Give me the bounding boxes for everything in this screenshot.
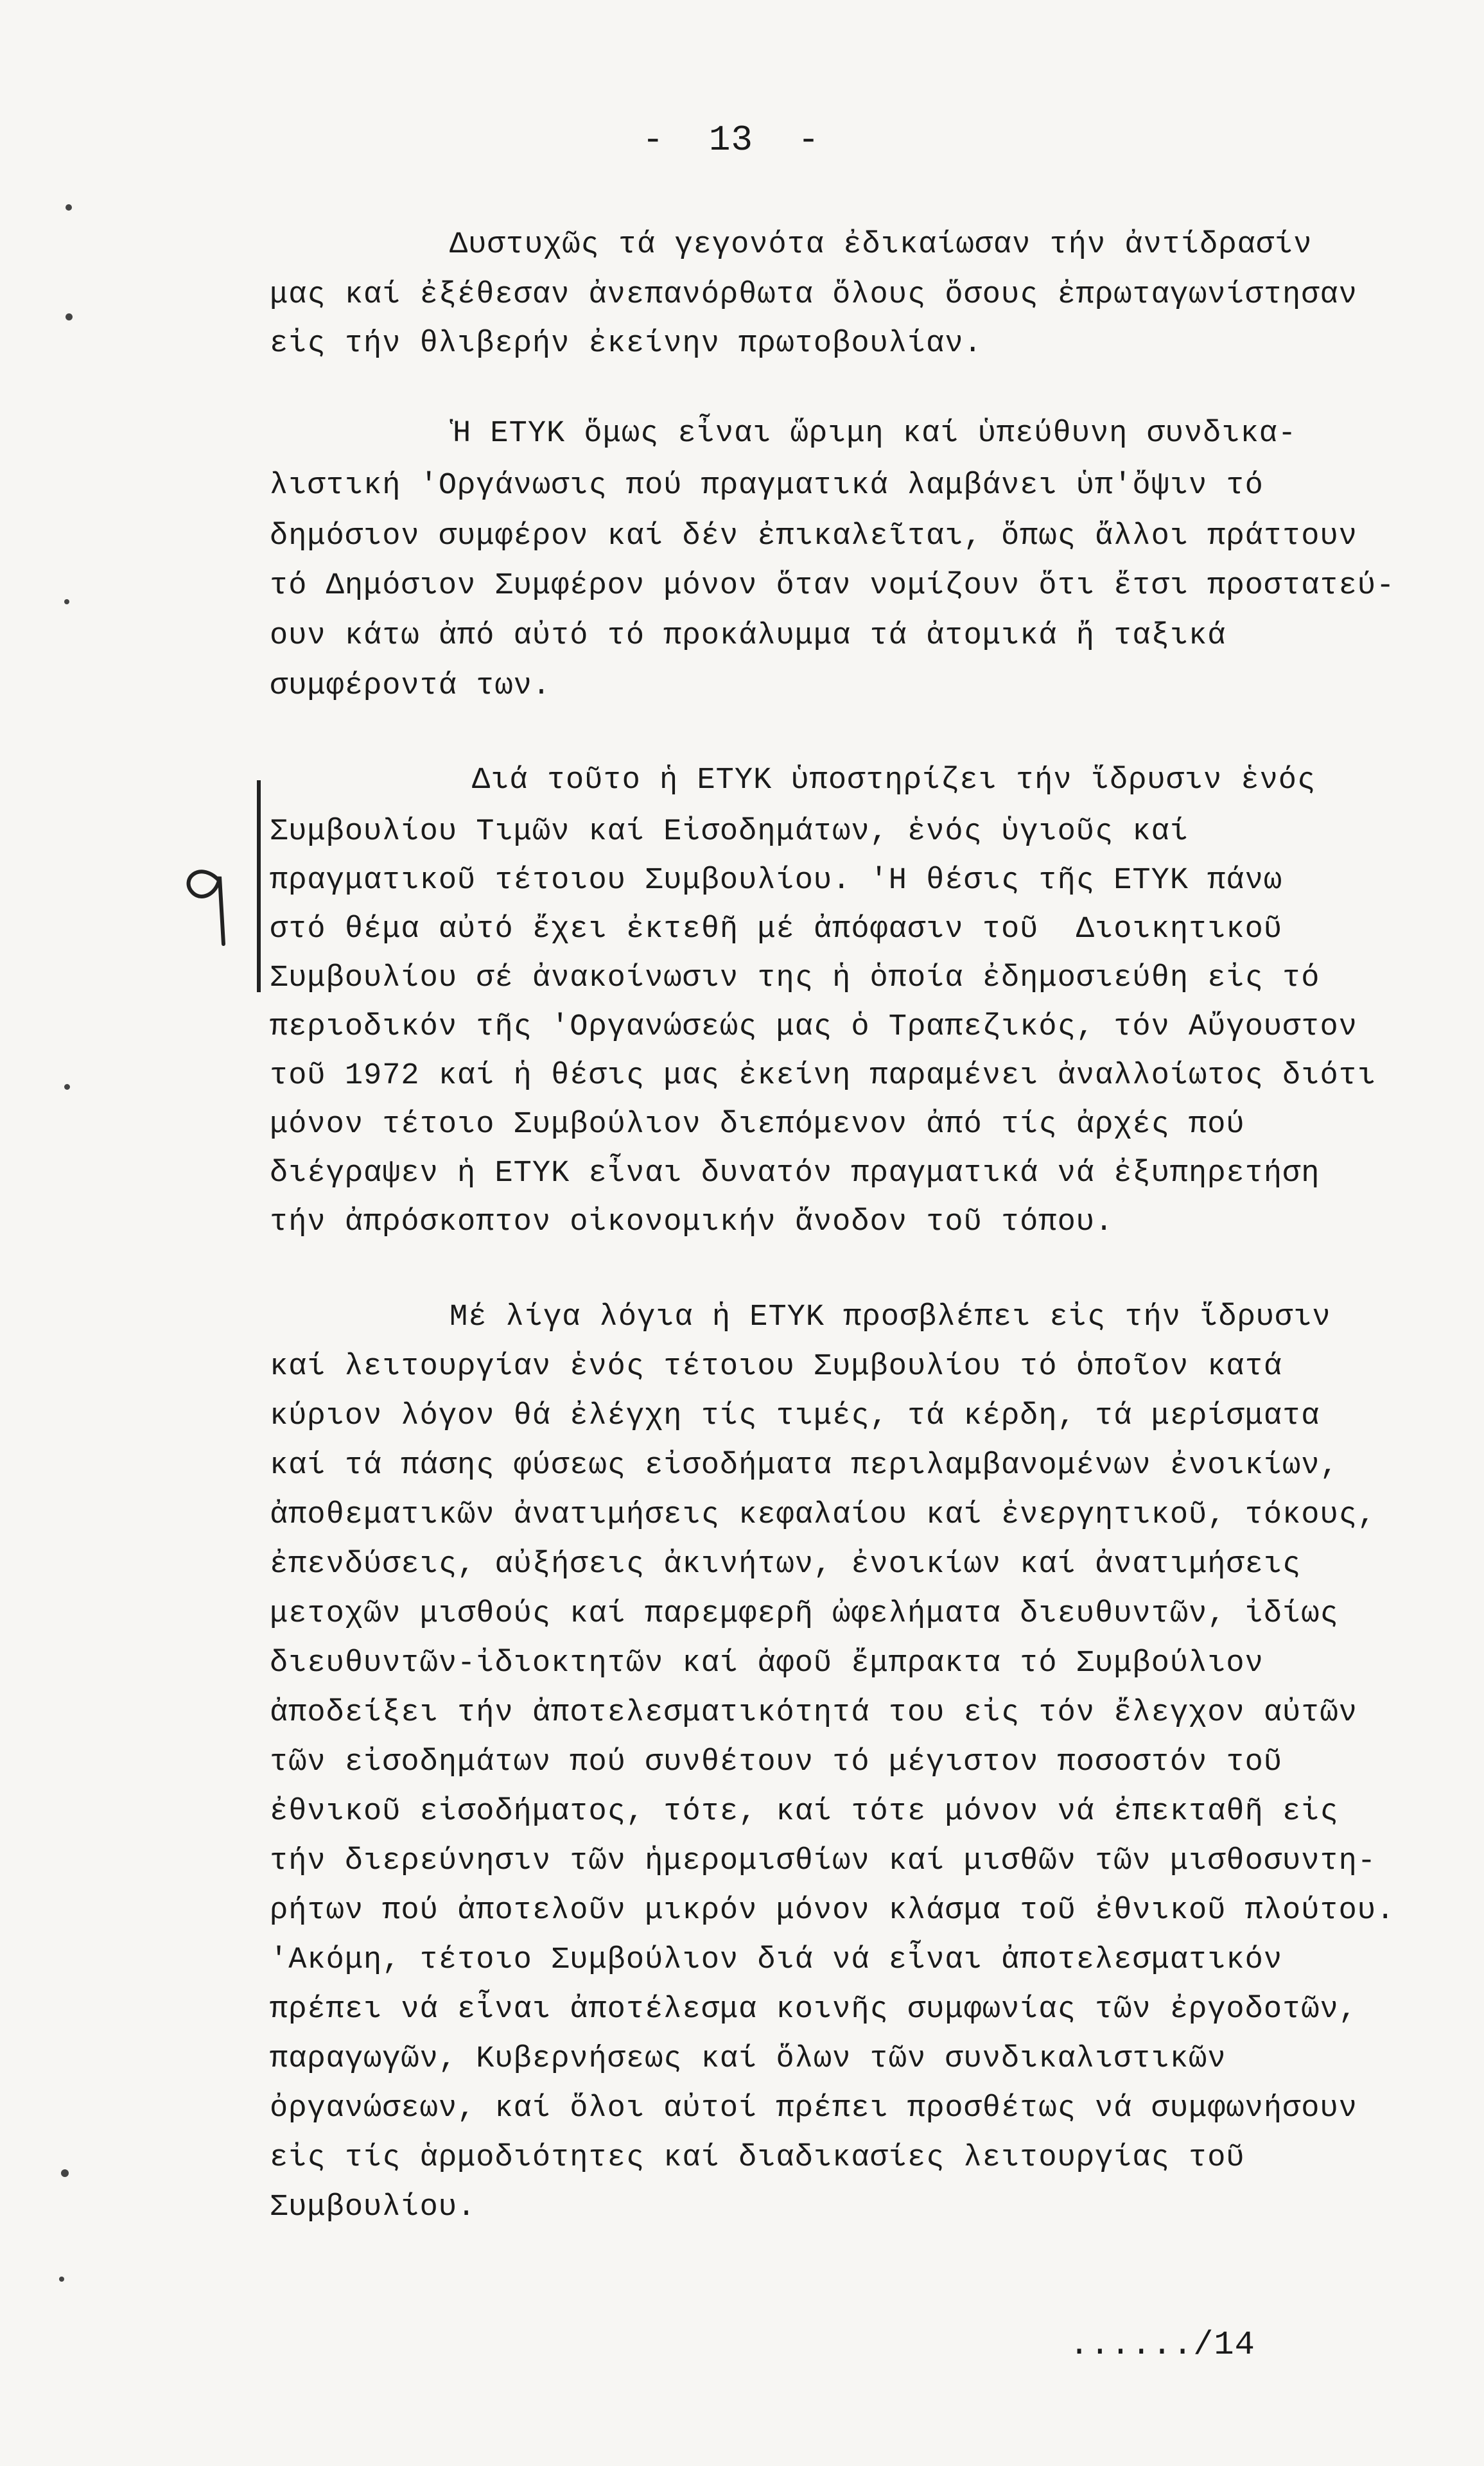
text-line: συμφέροντά των. bbox=[270, 669, 552, 703]
scan-speck bbox=[65, 204, 72, 211]
text-line: κύριον λόγον θά ἐλέγχη τίς τιμές, τά κέρδη, τά μερίσματα bbox=[270, 1399, 1320, 1433]
text-line: καί λειτουργίαν ἑνός τέτοιου Συμβουλίου τό ὁποῖον κατά bbox=[270, 1350, 1283, 1384]
text-line: τοῦ 1972 καί ἡ θέσις μας ἐκείνη παραμένει ἀναλλοίωτος διότι bbox=[270, 1059, 1377, 1093]
text-line: ουν κάτω ἀπό αὐτό τό προκάλυμμα τά ἀτομικά ἤ ταξικά bbox=[270, 619, 1226, 653]
text-line: ἀποδείξει τήν ἀποτελεσματικότητά του εἰς τόν ἔλεγχον αὐτῶν bbox=[270, 1696, 1357, 1730]
text-line: περιοδικόν τῆς 'Οργανώσεώς μας ὁ Τραπεζικός, τόν Αὔγουστον bbox=[270, 1010, 1357, 1044]
text-line: τό Δημόσιον Συμφέρον μόνον ὅταν νομίζουν ὅτι ἔτσι προστατεύ- bbox=[270, 569, 1395, 603]
text-line: ρήτων πού ἀποτελοῦν μικρόν μόνον κλάσμα τοῦ ἐθνικοῦ πλούτου. bbox=[270, 1894, 1395, 1928]
text-line: 'Ακόμη, τέτοιο Συμβούλιον διά νά εἶναι ἀποτελεσματικόν bbox=[270, 1943, 1283, 1977]
text-line: ἐπενδύσεις, αὐξήσεις ἀκινήτων, ἐνοικίων καί ἀνατιμήσεις bbox=[270, 1548, 1302, 1582]
text-line: Συμβουλίου σέ ἀνακοίνωσιν της ἡ ὁποία ἐδημοσιεύθη εἰς τό bbox=[270, 961, 1320, 995]
text-line: μετοχῶν μισθούς καί παρεμφερῆ ὠφελήματα διευθυντῶν, ἰδίως bbox=[270, 1597, 1339, 1631]
text-line: πραγματικοῦ τέτοιου Συμβουλίου. 'Η θέσις τῆς ΕΤΥΚ πάνω bbox=[270, 864, 1283, 898]
scan-speck bbox=[65, 313, 73, 320]
margin-bracket bbox=[257, 780, 261, 992]
text-line: μας καί ἐξέθεσαν ἀνεπανόρθωτα ὅλους ὅσους ἐπρωταγωνίστησαν bbox=[270, 278, 1357, 312]
text-line: λιστική 'Οργάνωσις πού πραγματικά λαμβάνει ὑπ'ὄψιν τό bbox=[270, 469, 1264, 503]
text-line: καί τά πάσης φύσεως εἰσοδήματα περιλαμβανομένων ἐνοικίων, bbox=[270, 1449, 1339, 1483]
text-line: Συμβουλίου. bbox=[270, 2191, 476, 2225]
text-line: στό θέμα αὐτό ἔχει ἐκτεθῆ μέ ἀπόφασιν τοῦ Διοικητικοῦ bbox=[270, 913, 1283, 947]
scan-speck bbox=[59, 2277, 64, 2282]
text-line: δημόσιον συμφέρον καί δέν ἐπικαλεῖται, ὅπως ἄλλοι πράττουν bbox=[270, 520, 1357, 554]
text-line: Ἡ ΕΤΥΚ ὅμως εἶναι ὥριμη καί ὑπεύθυνη συνδικα- bbox=[453, 417, 1297, 451]
scan-speck bbox=[61, 2169, 69, 2177]
text-line: τῶν εἰσοδημάτων πού συνθέτουν τό μέγιστον ποσοστόν τοῦ bbox=[270, 1745, 1283, 1780]
text-line: παραγωγῶν, Κυβερνήσεως καί ὅλων τῶν συνδικαλιστικῶν bbox=[270, 2042, 1226, 2076]
text-line: πρέπει νά εἶναι ἀποτέλεσμα κοινῆς συμφωνίας τῶν ἐργοδοτῶν, bbox=[270, 1993, 1357, 2027]
text-line: ἀποθεματικῶν ἀνατιμήσεις κεφαλαίου καί ἐνεργητικοῦ, τόκους, bbox=[270, 1498, 1377, 1532]
text-line: εἰς τήν θλιβερήν ἐκείνην πρωτοβουλίαν. bbox=[270, 327, 982, 361]
text-line: Συμβουλίου Τιμῶν καί Εἰσοδημάτων, ἑνός ὑγιοῦς καί bbox=[270, 815, 1189, 849]
text-line: διέγραψεν ἡ ΕΤΥΚ εἶναι δυνατόν πραγματικά νά ἐξυπηρετήση bbox=[270, 1157, 1320, 1191]
scan-speck bbox=[64, 599, 69, 604]
text-line: εἰς τίς ἁρμοδιότητες καί διαδικασίες λειτουργίας τοῦ bbox=[270, 2141, 1245, 2175]
page-number: - 13 - bbox=[642, 119, 820, 161]
scan-speck bbox=[64, 1084, 70, 1090]
text-line: Διά τοῦτο ἡ ΕΤΥΚ ὑποστηρίζει τήν ἵδρυσιν ἑνός bbox=[472, 764, 1316, 798]
text-line: διευθυντῶν-ἰδιοκτητῶν καί ἀφοῦ ἔμπρακτα τό Συμβούλιον bbox=[270, 1647, 1264, 1681]
text-line: μόνον τέτοιο Συμβούλιον διεπόμενον ἀπό τίς ἀρχές πού bbox=[270, 1108, 1245, 1142]
text-line: τήν διερεύνησιν τῶν ἡμερομισθίων καί μισθῶν τῶν μισθοσυντη- bbox=[270, 1844, 1377, 1878]
text-line: Δυστυχῶς τά γεγονότα ἐδικαίωσαν τήν ἀντίδρασίν bbox=[450, 228, 1313, 262]
text-line: τήν ἀπρόσκοπτον οἰκονομικήν ἄνοδον τοῦ τόπου. bbox=[270, 1205, 1114, 1239]
continuation-marker: ....../14 bbox=[1069, 2326, 1255, 2364]
handwritten-mark-icon bbox=[173, 854, 244, 950]
text-line: ὀργανώσεων, καί ὅλοι αὐτοί πρέπει προσθέτως νά συμφωνήσουν bbox=[270, 2092, 1357, 2126]
text-line: ἐθνικοῦ εἰσοδήματος, τότε, καί τότε μόνον νά ἐπεκταθῆ εἰς bbox=[270, 1795, 1339, 1829]
text-line: Μέ λίγα λόγια ἡ ΕΤΥΚ προσβλέπει εἰς τήν ἵδρυσιν bbox=[450, 1300, 1331, 1334]
